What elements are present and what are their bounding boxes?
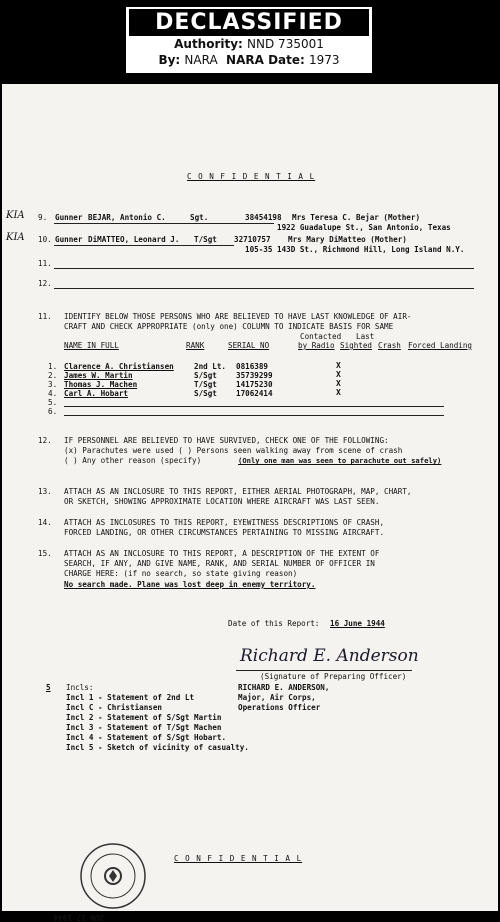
- witness-serial: 35739299: [236, 371, 273, 380]
- witness-number: 4.: [48, 389, 58, 398]
- column-header: Crash: [378, 341, 401, 350]
- witness-number: 5.: [48, 398, 58, 407]
- sighted-check-mark: X: [336, 370, 341, 379]
- crew-position: Gunner: [55, 235, 83, 244]
- witness-serial: 17062414: [236, 389, 273, 398]
- inclosure-item: Incl C - Christiansen: [66, 703, 163, 712]
- crew-serial: 32710757: [234, 235, 271, 244]
- column-header: Sighted: [340, 341, 373, 350]
- inclosure-item: Incl 4 - Statement of S/Sgt Hobart.: [66, 733, 227, 742]
- column-header: Last: [356, 332, 375, 341]
- seal-date-text: JUN 17 1944: [53, 913, 104, 922]
- crew-next-of-kin: Mrs Mary DiMatteo (Mother): [288, 235, 407, 244]
- witness-name: Thomas J. Machen: [64, 380, 138, 389]
- section-number: 15.: [38, 549, 52, 558]
- witness-number: 6.: [48, 407, 58, 416]
- section-number: 13.: [38, 487, 52, 496]
- column-header: NAME IN FULL: [64, 341, 119, 350]
- section-number: 14.: [38, 518, 52, 527]
- row-line: [64, 415, 444, 416]
- inclosure-item: Incl 1 - Statement of 2nd Lt: [66, 693, 195, 702]
- section-text: IF PERSONNEL ARE BELIEVED TO HAVE SURVIVED, CHECK ONE OF THE FOLLOWING:: [64, 436, 389, 445]
- inclosure-item: Incl 2 - Statement of S/Sgt Martin: [66, 713, 222, 722]
- crew-position: Gunner: [55, 213, 83, 222]
- kia-mark-2: KIA: [6, 232, 25, 243]
- witness-name: James W. Martin: [64, 371, 133, 380]
- witness-number: 3.: [48, 380, 58, 389]
- sighted-check-mark: X: [336, 361, 341, 370]
- crew-name: DiMATTEO, Leonard J.: [88, 235, 180, 244]
- witness-rank: S/Sgt: [194, 371, 217, 380]
- crew-rank: T/Sgt: [194, 235, 217, 244]
- report-date-label: Date of this Report:: [228, 619, 320, 628]
- section-text: ATTACH AS INCLOSURES TO THIS REPORT, EYEWITNESS DESCRIPTIONS OF CRASH,: [64, 518, 385, 527]
- row-line: [54, 288, 474, 289]
- section-text: ( ) Any other reason (specify): [64, 456, 202, 465]
- row-line: [64, 406, 444, 407]
- crew-address: 1922 Guadalupe St., San Antonio, Texas: [277, 223, 451, 232]
- signer-title: Major, Air Corps,: [238, 693, 316, 702]
- column-header: by Radio: [298, 341, 335, 350]
- section-text: SEARCH, IF ANY, AND GIVE NAME, RANK, AND SERIAL NUMBER OF OFFICER IN: [64, 559, 375, 568]
- signer-title: Operations Officer: [238, 703, 321, 712]
- row-number: 12.: [38, 279, 52, 288]
- inclosure-item: Incl 3 - Statement of T/Sgt Machen: [66, 723, 222, 732]
- witness-serial: 14175230: [236, 380, 273, 389]
- column-header: Contacted: [300, 332, 342, 341]
- section-text: ATTACH AS AN INCLOSURE TO THIS REPORT, A DESCRIPTION OF THE EXTENT OF: [64, 549, 380, 558]
- footer-classification: C O N F I D E N T I A L: [174, 854, 303, 863]
- witness-serial: 0816389: [236, 362, 269, 371]
- inclosure-item: Incl 5 - Sketch of vicinity of casualty.: [66, 743, 249, 752]
- stamp-authority: Authority: NND 735001: [174, 37, 324, 51]
- witness-number: 1.: [48, 362, 58, 371]
- crew-serial: 38454198: [245, 213, 282, 222]
- crew-address: 105-35 143D St., Richmond Hill, Long Island N.Y.: [245, 245, 465, 254]
- section-text: CHARGE HERE: (if no search, so state giving reason): [64, 569, 298, 578]
- signature-caption: (Signature of Preparing Officer): [260, 672, 407, 681]
- section-number: 11.: [38, 312, 52, 321]
- survival-typed-answer: (Only one man was seen to parachute out safely): [238, 456, 442, 465]
- column-header: Forced Landing: [408, 341, 473, 350]
- header-classification: C O N F I D E N T I A L: [187, 172, 316, 181]
- crew-rank: Sgt.: [190, 213, 209, 222]
- report-date-value: 16 June 1944: [330, 619, 385, 628]
- kia-mark-1: KIA: [6, 210, 25, 221]
- declassified-stamp: [124, 5, 374, 75]
- document-page: [2, 84, 498, 922]
- section-text: CRAFT AND CHECK APPROPRIATE (only one) COLUMN TO INDICATE BASIS FOR SAME: [64, 322, 394, 331]
- row-line: [54, 245, 234, 246]
- witness-rank: 2nd Lt.: [194, 362, 227, 371]
- received-seal: [78, 841, 148, 911]
- section-text: (x) Parachutes were used ( ) Persons seen walking away from scene of crash: [64, 446, 403, 455]
- witness-rank: T/Sgt: [194, 380, 217, 389]
- section-text: IDENTIFY BELOW THOSE PERSONS WHO ARE BELIEVED TO HAVE LAST KNOWLEDGE OF AIR-: [64, 312, 412, 321]
- row-number: 9.: [38, 213, 48, 222]
- sighted-check-mark: X: [336, 379, 341, 388]
- stamp-by: By: NARA NARA Date: 1973: [158, 53, 340, 67]
- stamp-title: DECLASSIFIED: [129, 9, 369, 36]
- inclosure-count: 5: [46, 683, 51, 692]
- crew-next-of-kin: Mrs Teresa C. Bejar (Mother): [292, 213, 421, 222]
- witness-name: Clarence A. Christiansen: [64, 362, 174, 371]
- section-number: 12.: [38, 436, 52, 445]
- section-text: ATTACH AS AN INCLOSURE TO THIS REPORT, EITHER AERIAL PHOTOGRAPH, MAP, CHART,: [64, 487, 412, 496]
- row-line: [54, 268, 474, 269]
- sighted-check-mark: X: [336, 388, 341, 397]
- witness-rank: S/Sgt: [194, 389, 217, 398]
- witness-number: 2.: [48, 371, 58, 380]
- signer-name: RICHARD E. ANDERSON,: [238, 683, 330, 692]
- inclosures-label: Incls:: [66, 683, 94, 692]
- handwritten-signature: Richard E. Anderson: [240, 646, 419, 666]
- signature-line: [236, 670, 412, 671]
- column-header: RANK: [186, 341, 205, 350]
- section-text: FORCED LANDING, OR OTHER CIRCUMSTANCES PERTAINING TO MISSING AIRCRAFT.: [64, 528, 385, 537]
- section-text: OR SKETCH, SHOWING APPROXIMATE LOCATION WHERE AIRCRAFT WAS LAST SEEN.: [64, 497, 380, 506]
- row-line: [54, 223, 274, 224]
- crew-name: BEJAR, Antonio C.: [88, 213, 166, 222]
- row-number: 11.: [38, 259, 52, 268]
- row-number: 10.: [38, 235, 52, 244]
- witness-name: Carl A. Hobart: [64, 389, 129, 398]
- column-header: SERIAL NO: [228, 341, 270, 350]
- search-typed-answer: No search made. Plane was lost deep in enemy territory.: [64, 580, 316, 589]
